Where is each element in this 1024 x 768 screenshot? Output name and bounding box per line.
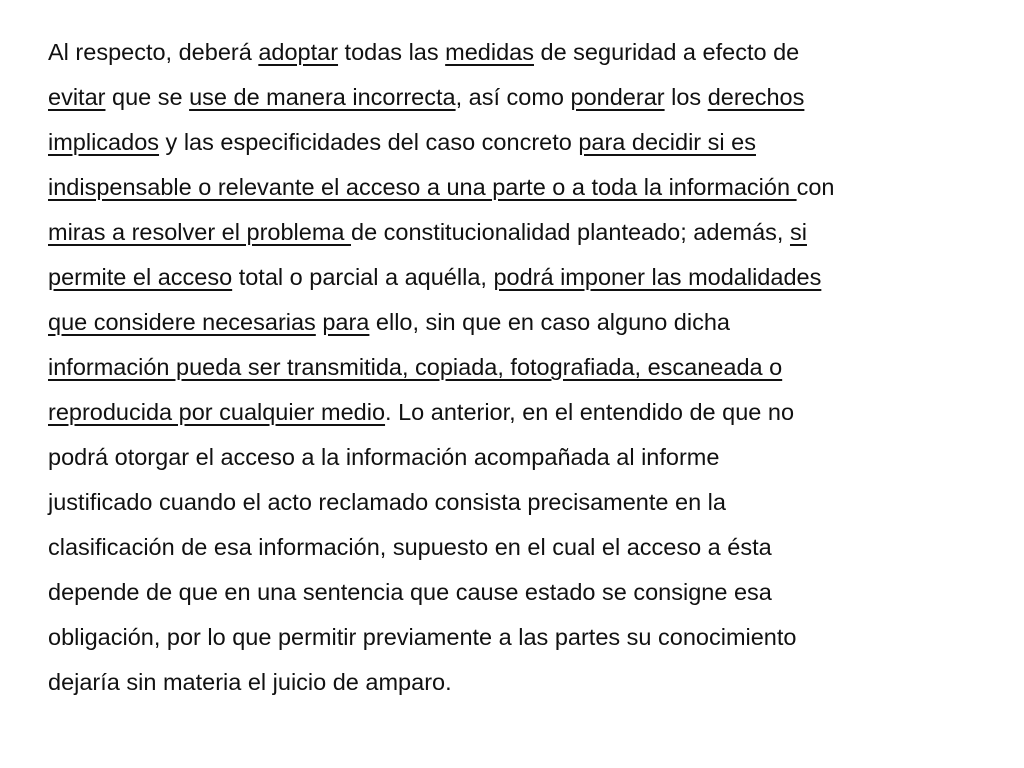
text-segment: de constitucionalidad planteado; además, — [351, 219, 790, 245]
text-segment: dejaría sin materia el juicio de amparo. — [48, 669, 452, 695]
underlined-phrase: para decidir si es — [578, 129, 756, 155]
text-segment: de seguridad a efecto de — [533, 39, 800, 65]
underlined-phrase: si — [789, 219, 807, 245]
text-line — [48, 615, 993, 660]
text-line — [48, 660, 993, 705]
underlined-phrase: miras a resolver el problema — [48, 219, 351, 245]
text-line — [48, 300, 993, 345]
text-line — [48, 165, 993, 210]
underlined-phrase: podrá imponer las modalidades — [493, 264, 822, 290]
text-line — [48, 525, 993, 570]
text-line — [48, 480, 993, 525]
underlined-phrase: adoptar — [258, 39, 339, 65]
text-segment: ello, sin que en caso alguno dicha — [369, 309, 730, 335]
text-line — [48, 255, 993, 300]
underlined-phrase: que considere necesarias — [48, 309, 316, 335]
text-segment: que se — [105, 84, 190, 110]
text-line — [48, 30, 993, 75]
text-segment: todas las — [338, 39, 446, 65]
text-segment: y las especificidades del caso concreto — [159, 129, 579, 155]
text-segment: Al respecto, deberá — [48, 39, 259, 65]
underlined-phrase: medidas — [445, 39, 534, 65]
text-segment: obligación, por lo que permitir previamente a las partes su conocimiento — [48, 624, 797, 650]
text-segment: podrá otorgar el acceso a la información acompañada al informe — [48, 444, 720, 470]
body-paragraph — [48, 30, 993, 705]
underlined-phrase: reproducida por cualquier medio — [48, 399, 386, 425]
text-segment: justificado cuando el acto reclamado consista precisamente en la — [48, 489, 726, 515]
underlined-phrase: derechos — [707, 84, 805, 110]
text-segment: , así como — [455, 84, 571, 110]
underlined-phrase: indispensable o relevante el acceso a una parte o a toda la información — [48, 174, 797, 200]
text-line — [48, 345, 993, 390]
underlined-phrase: use de manera incorrecta — [189, 84, 456, 110]
text-segment: clasificación de esa información, supuesto en el cual el acceso a ésta — [48, 534, 772, 560]
text-line — [48, 120, 993, 165]
underlined-phrase: implicados — [48, 129, 160, 155]
text-line — [48, 570, 993, 615]
text-line — [48, 210, 993, 255]
underlined-phrase: ponderar — [570, 84, 665, 110]
text-segment: los — [664, 84, 708, 110]
text-line — [48, 75, 993, 120]
underlined-phrase: permite el acceso — [48, 264, 233, 290]
text-segment: total o parcial a aquélla, — [232, 264, 494, 290]
text-segment: depende de que en una sentencia que cause estado se consigne esa — [48, 579, 772, 605]
text-line — [48, 435, 993, 480]
text-segment: . Lo anterior, en el entendido de que no — [385, 399, 795, 425]
underlined-phrase: evitar — [48, 84, 106, 110]
text-segment: con — [796, 174, 835, 200]
underlined-phrase: para — [322, 309, 370, 335]
underlined-phrase: información pueda ser transmitida, copiada, fotografiada, escaneada o — [48, 354, 783, 380]
text-line — [48, 390, 993, 435]
